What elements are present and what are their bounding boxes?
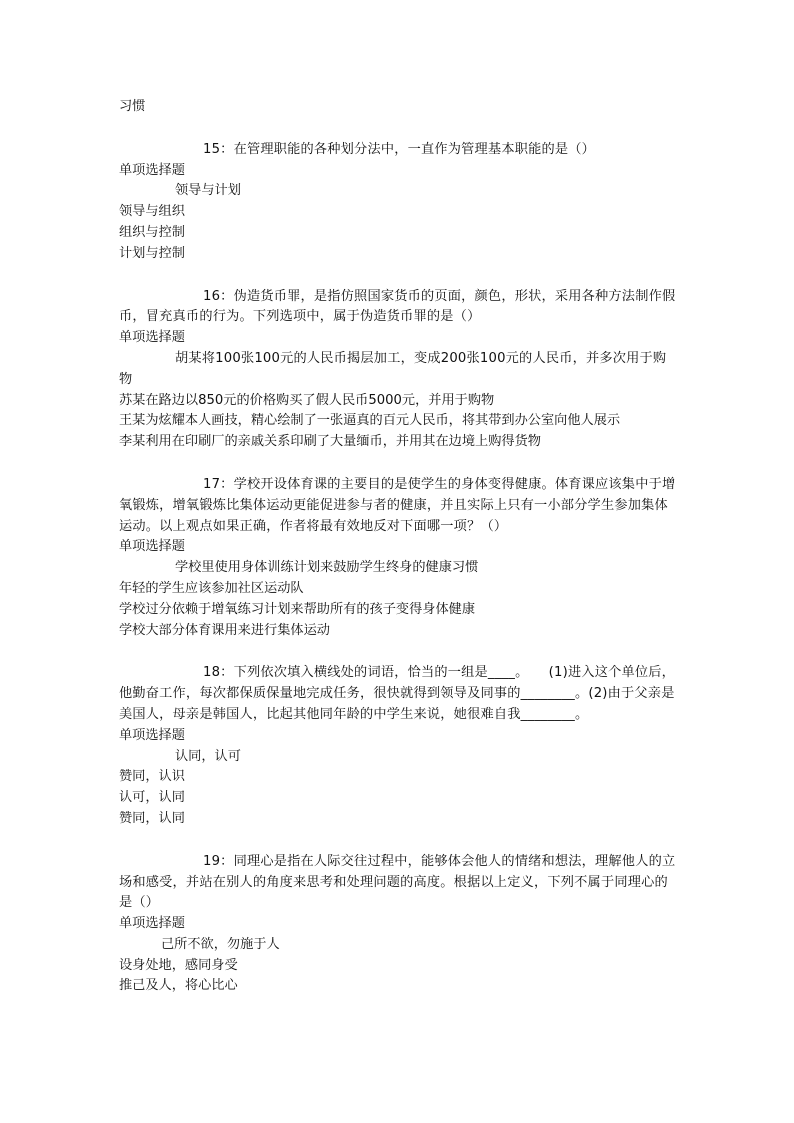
question-type-label: 单项选择题 (119, 539, 185, 555)
option-d: 李某利用在印刷厂的亲戚关系印刷了大量缅币，并用其在边境上购得货物 (119, 434, 541, 450)
option-b: 年轻的学生应该参加社区运动队 (119, 580, 304, 596)
question-type-label: 单项选择题 (119, 727, 185, 743)
question-15 (119, 140, 679, 265)
question-text: 16：伪造货币罪，是指仿照国家货币的页面，颜色，形状，采用各种方法制作假币，冒充真币的行为。下列选项中，属于伪造货币罪的是（） (119, 288, 676, 325)
question-text: 18：下列依次填入横线处的词语，恰当的一组是____。 (1)进入这个单位后，他勤奋工作，每次都保质保量地完成任务，很快就得到领导及同事的________。(2)由于父亲是美国人，母亲是韩国人，比起其他同年龄的中学生来说，她很难自我________。 (119, 665, 676, 722)
question-text: 19：同理心是指在人际交往过程中，能够体会他人的情绪和想法，理解他人的立场和感受，并站在别人的角度来思考和处理问题的高度。根据以上定义，下列不属于同理心的是（） (119, 853, 676, 911)
question-16 (119, 287, 679, 453)
option-a: 领导与计划 (175, 183, 241, 199)
intro-line: 习惯 (119, 99, 146, 114)
question-19 (119, 852, 679, 998)
question-text: 15：在管理职能的各种划分法中，一直作为管理基本职能的是（） (203, 141, 596, 157)
question-type-label: 单项选择题 (119, 162, 185, 178)
question-18 (119, 663, 679, 829)
question-type-label: 单项选择题 (119, 330, 185, 346)
question-17 (119, 475, 679, 641)
option-c: 学校过分依赖于增氧练习计划来帮助所有的孩子变得身体健康 (119, 601, 476, 617)
option-a: 己所不欲，勿施于人 (161, 936, 280, 952)
option-b: 领导与组织 (119, 204, 185, 220)
option-d: 学校大部分体育课用来进行集体运动 (119, 622, 330, 638)
option-c: 认可，认同 (119, 790, 185, 806)
option-d: 赞同，认同 (119, 810, 185, 826)
option-a: 认同，认可 (175, 748, 241, 764)
option-c: 推己及人，将心比心 (119, 978, 238, 994)
option-c: 王某为炫耀本人画技，精心绘制了一张逼真的百元人民币，将其带到办公室向他人展示 (119, 413, 621, 429)
document-content (119, 97, 679, 997)
option-b: 赞同，认识 (119, 769, 185, 785)
option-b: 设身处地，感同身受 (119, 957, 238, 973)
option-b: 苏某在路边以850元的价格购买了假人民币5000元，并用于购物 (119, 392, 495, 408)
option-c: 组织与控制 (119, 224, 185, 240)
option-a: 胡某将100张100元的人民币揭层加工，变成200张100元的人民币，并多次用于购物 (119, 350, 667, 387)
option-a: 学校里使用身体训练计划来鼓励学生终身的健康习惯 (175, 560, 479, 576)
question-text: 17：学校开设体育课的主要目的是使学生的身体变得健康。体育课应该集中于增氧锻炼，增氧锻炼比集体运动更能促进参与者的健康，并且实际上只有一小部分学生参加集体运动。以上观点如果正确，作者将最有效地反对下面哪一项？（） (119, 476, 676, 534)
option-d: 计划与控制 (119, 245, 185, 261)
question-type-label: 单项选择题 (119, 916, 185, 932)
